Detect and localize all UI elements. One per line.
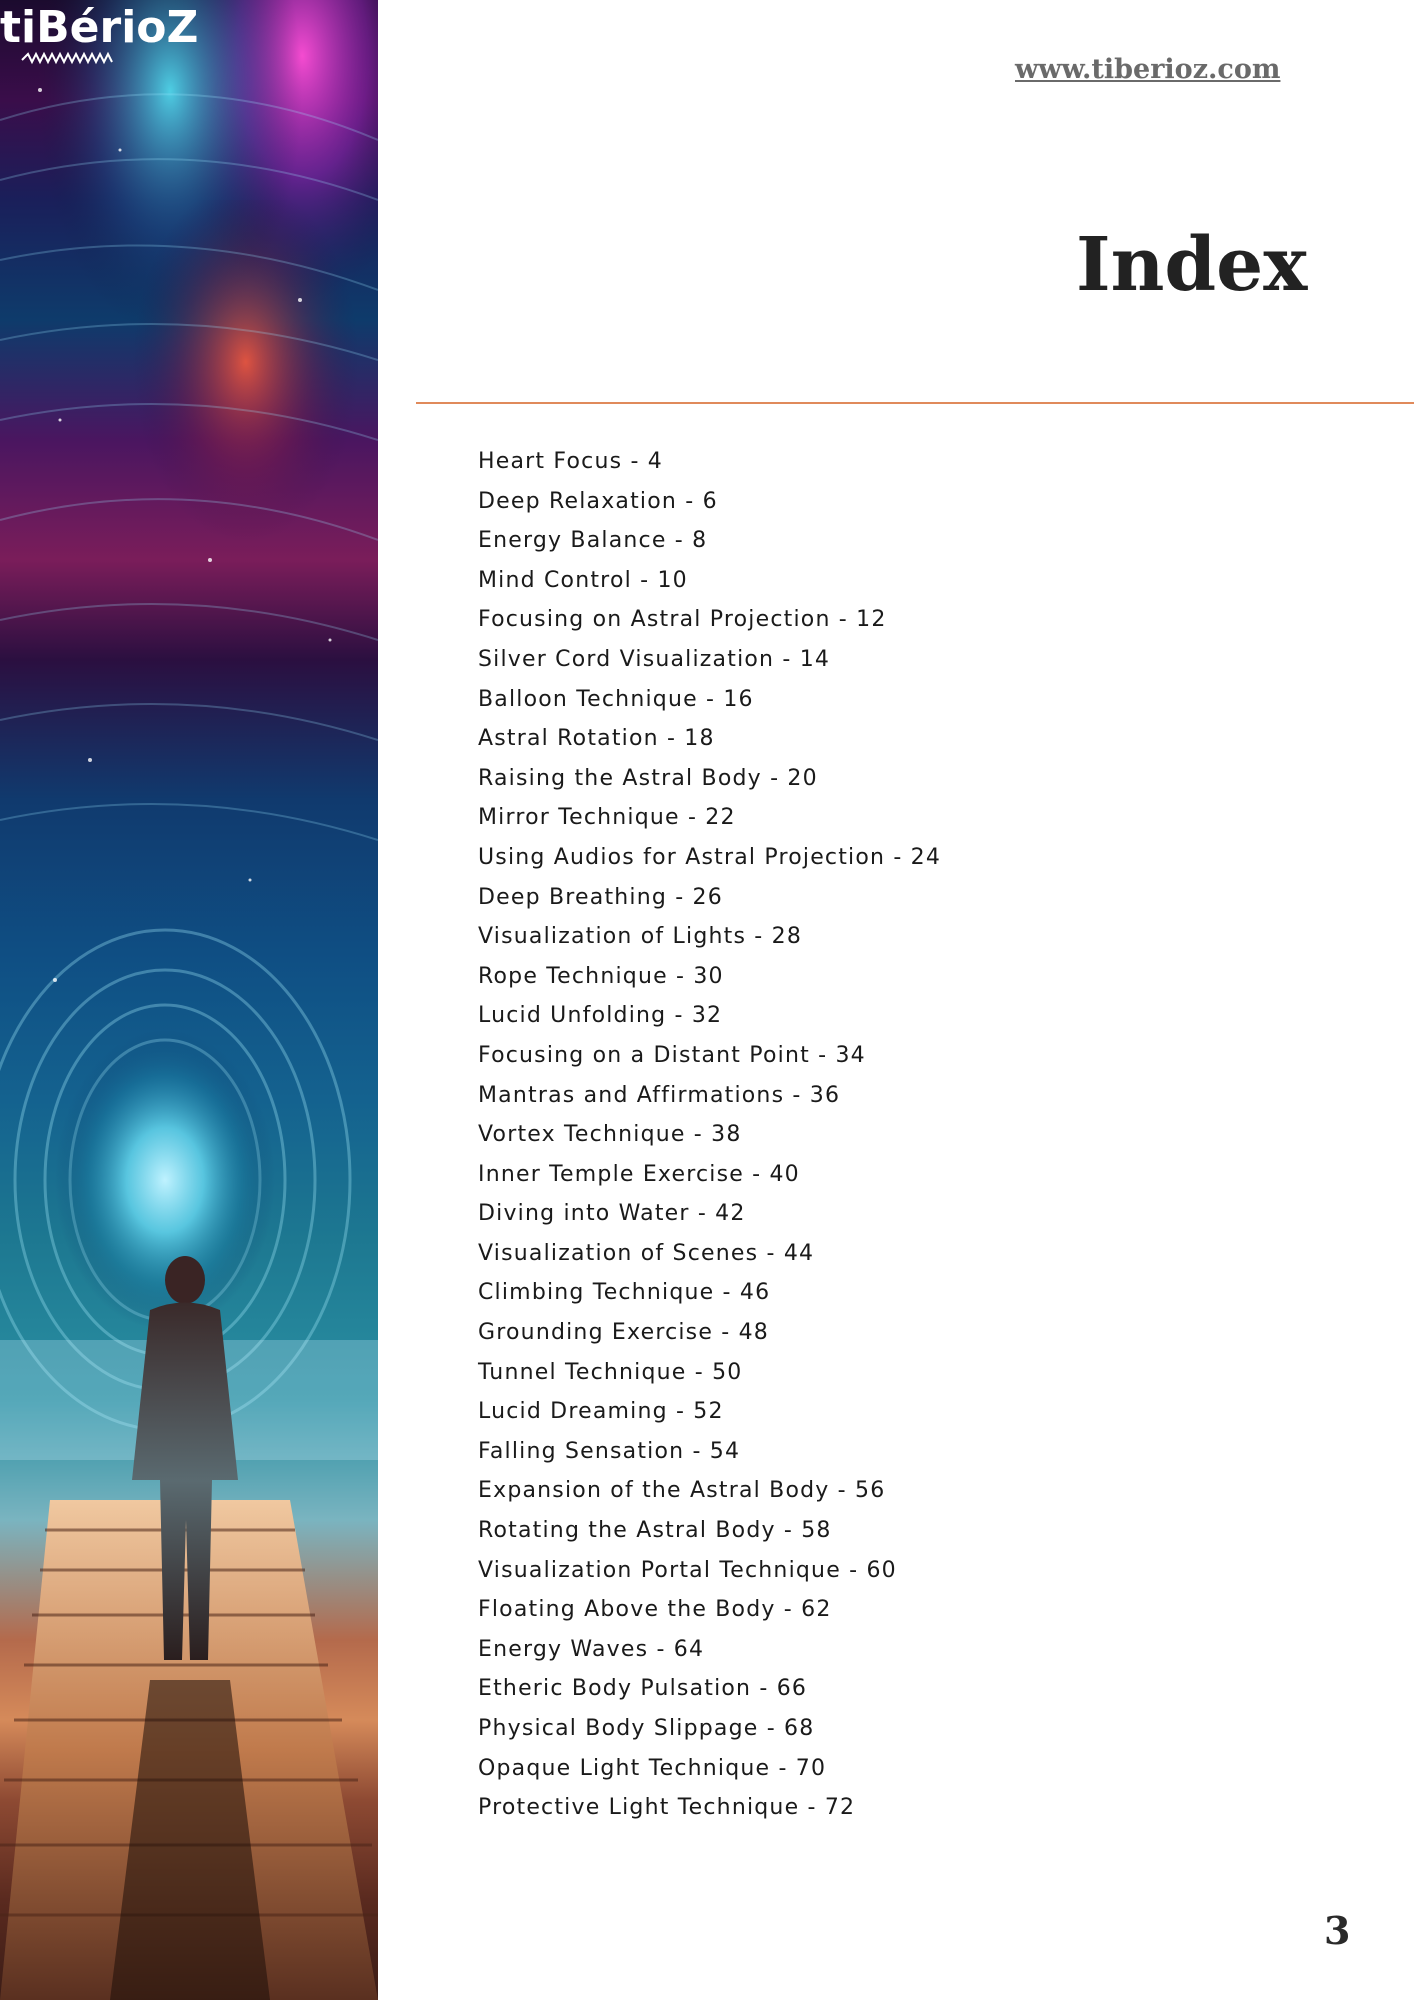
- toc-item[interactable]: Focusing on a Distant Point - 34: [478, 1042, 866, 1068]
- toc-item[interactable]: Visualization of Scenes - 44: [478, 1240, 815, 1266]
- toc-item[interactable]: Astral Rotation - 18: [478, 726, 715, 752]
- site-url-link[interactable]: www.tiberioz.com: [1015, 54, 1281, 85]
- logo-wave: [22, 54, 112, 62]
- toc-item[interactable]: Lucid Dreaming - 52: [478, 1399, 724, 1425]
- tiberioz-logo: [0, 0, 220, 70]
- toc-item[interactable]: Protective Light Technique - 72: [478, 1795, 856, 1821]
- page-title: Index: [1076, 222, 1308, 308]
- logo-text: tiBérioZ: [0, 2, 199, 53]
- toc-item[interactable]: Focusing on Astral Projection - 12: [478, 607, 887, 633]
- toc-item[interactable]: Floating Above the Body - 62: [478, 1597, 832, 1623]
- toc-item[interactable]: Tunnel Technique - 50: [478, 1359, 743, 1385]
- page-number: 3: [1324, 1908, 1351, 1953]
- toc-item[interactable]: Physical Body Slippage - 68: [478, 1716, 815, 1741]
- title-divider: [416, 402, 1414, 404]
- toc-item[interactable]: Falling Sensation - 54: [478, 1438, 741, 1464]
- toc-item[interactable]: Deep Relaxation - 6: [478, 488, 718, 514]
- toc-item[interactable]: Silver Cord Visualization - 14: [478, 646, 831, 672]
- toc-item[interactable]: Mirror Technique - 22: [478, 805, 736, 831]
- toc-item[interactable]: Deep Breathing - 26: [478, 884, 723, 910]
- toc-item[interactable]: Mind Control - 10: [478, 567, 688, 593]
- toc-item[interactable]: Grounding Exercise - 48: [478, 1320, 769, 1346]
- toc-item[interactable]: Energy Balance - 8: [478, 528, 708, 554]
- cosmic-artwork: [0, 0, 378, 2000]
- toc-item[interactable]: Opaque Light Technique - 70: [478, 1755, 827, 1781]
- toc-item[interactable]: Rotating the Astral Body - 58: [478, 1518, 832, 1544]
- toc-item[interactable]: Balloon Technique - 16: [478, 686, 754, 712]
- toc-item[interactable]: Expansion of the Astral Body - 56: [478, 1478, 886, 1504]
- toc-item[interactable]: Vortex Technique - 38: [478, 1122, 742, 1148]
- toc-item[interactable]: Climbing Technique - 46: [478, 1280, 771, 1306]
- toc-item[interactable]: Diving into Water - 42: [478, 1201, 746, 1227]
- toc-item[interactable]: Energy Waves - 64: [478, 1636, 705, 1662]
- toc-item[interactable]: Visualization Portal Technique - 60: [478, 1557, 897, 1583]
- toc-item[interactable]: Inner Temple Exercise - 40: [478, 1161, 800, 1187]
- toc-item[interactable]: Heart Focus - 4: [478, 449, 663, 474]
- toc-item[interactable]: Lucid Unfolding - 32: [478, 1003, 723, 1029]
- toc-item[interactable]: Raising the Astral Body - 20: [478, 765, 818, 791]
- toc-item[interactable]: Using Audios for Astral Projection - 24: [478, 844, 942, 870]
- toc-item[interactable]: Visualization of Lights - 28: [478, 924, 803, 950]
- cosmic-tunnel-figure-image: [0, 0, 378, 2000]
- toc-item[interactable]: Rope Technique - 30: [478, 963, 724, 989]
- table-of-contents: [478, 442, 941, 1828]
- toc-item[interactable]: Etheric Body Pulsation - 66: [478, 1676, 808, 1702]
- toc-item[interactable]: Mantras and Affirmations - 36: [478, 1082, 841, 1108]
